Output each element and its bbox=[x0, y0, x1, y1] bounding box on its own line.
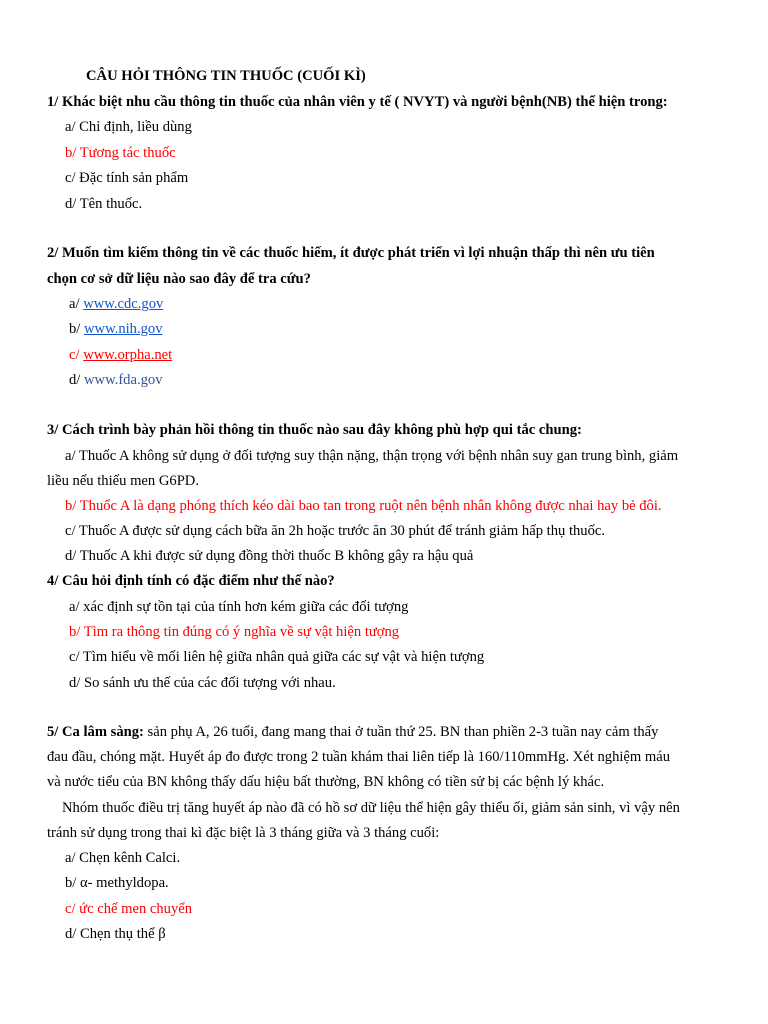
q2-option-b bbox=[69, 320, 163, 338]
option-prefix: d/ bbox=[69, 372, 84, 388]
q4-option-c: c/ Tìm hiểu về mối liên hệ giữa nhân quả giữa các sự vật và hiện tượng bbox=[69, 649, 485, 665]
question-3-stem: 3/ Cách trình bày phản hồi thông tin thuốc nào sau đây không phù hợp qui tắc chung: bbox=[47, 422, 582, 438]
q3-option-a-line-1: a/ Thuốc A không sử dụng ở đối tượng suy thận nặng, thận trọng với bệnh nhân suy gan trung bình, giảm bbox=[65, 448, 679, 464]
case-text: sản phụ A, 26 tuổi, đang mang thai ở tuần thứ 25. BN than phiền 2-3 tuần nay cảm thấy bbox=[143, 724, 659, 740]
q4-option-d: d/ So sánh ưu thế của các đối tượng với nhau. bbox=[69, 675, 336, 691]
q1-option-d: d/ Tên thuốc. bbox=[65, 196, 143, 212]
option-prefix: c/ bbox=[69, 347, 84, 363]
question-5-case-line-2: đau đầu, chóng mặt. Huyết áp đo được trong 2 tuần khám thai liên tiếp là 160/110mmHg. Xét nghiệm máu bbox=[47, 749, 671, 765]
question-4-stem: 4/ Câu hỏi định tính có đặc điểm như thế nào? bbox=[47, 573, 335, 589]
question-2-stem-line-1: 2/ Muốn tìm kiếm thông tin về các thuốc hiếm, ít được phát triển vì lợi nhuận thấp thì nên ưu tiên bbox=[47, 245, 655, 261]
question-1-stem: 1/ Khác biệt nhu cầu thông tin thuốc của nhân viên y tế ( NVYT) và người bệnh(NB) thể hiện trong: bbox=[47, 94, 668, 110]
q5-option-c: c/ ức chế men chuyển bbox=[65, 901, 193, 917]
q5-option-a: a/ Chẹn kênh Calci. bbox=[65, 850, 181, 866]
q1-option-a: a/ Chỉ định, liều dùng bbox=[65, 119, 192, 135]
q3-option-c: c/ Thuốc A được sử dụng cách bữa ăn 2h hoặc trước ăn 30 phút để tránh giảm hấp thụ thuốc. bbox=[65, 523, 606, 539]
q3-option-b: b/ Thuốc A là dạng phóng thích kéo dài bao tan trong ruột nên bệnh nhân không được nhai hay bẻ đôi. bbox=[65, 498, 662, 514]
q1-option-b: b/ Tương tác thuốc bbox=[65, 145, 176, 161]
q2-option-c bbox=[69, 346, 172, 364]
question-5-prompt-line-1: Nhóm thuốc điều trị tăng huyết áp nào đã có hồ sơ dữ liệu thể hiện gây thiểu ối, giảm sản sinh, vì vậy nên bbox=[62, 800, 680, 816]
q5-option-b: b/ α- methyldopa. bbox=[65, 875, 169, 891]
nih-link[interactable]: www.nih.gov bbox=[84, 321, 163, 337]
question-5-case-line-3: và nước tiểu của BN không thấy dấu hiệu bất thường, BN không có tiền sử bị các bệnh lý khác. bbox=[47, 774, 605, 790]
q4-option-b: b/ Tìm ra thông tin đúng có ý nghĩa về sự vật hiện tượng bbox=[69, 624, 400, 640]
cdc-link[interactable]: www.cdc.gov bbox=[83, 296, 164, 312]
question-5-case-line-1 bbox=[47, 723, 658, 741]
q3-option-d: d/ Thuốc A khi được sử dụng đồng thời thuốc B không gây ra hậu quả bbox=[65, 548, 474, 564]
question-5-prompt-line-2: tránh sử dụng trong thai kì đặc biệt là 3 tháng giữa và 3 tháng cuối: bbox=[47, 825, 440, 841]
q2-option-a bbox=[69, 295, 163, 313]
q4-option-a: a/ xác định sự tồn tại của tính hơn kém giữa các đối tượng bbox=[69, 599, 409, 615]
q2-option-d bbox=[69, 371, 163, 389]
q3-option-a-line-2: liều nếu thiếu men G6PD. bbox=[47, 473, 199, 489]
page-title: CÂU HỎI THÔNG TIN THUỐC (CUỐI KÌ) bbox=[86, 68, 366, 84]
option-prefix: b/ bbox=[69, 321, 84, 337]
option-prefix: a/ bbox=[69, 296, 84, 312]
fda-url: www.fda.gov bbox=[84, 372, 163, 388]
q1-option-c: c/ Đặc tính sản phẩm bbox=[65, 170, 189, 186]
question-2-stem-line-2: chọn cơ sở dữ liệu nào sao đây để tra cứu? bbox=[47, 271, 311, 287]
q5-option-d: d/ Chẹn thụ thể β bbox=[65, 926, 166, 942]
orpha-link[interactable]: www.orpha.net bbox=[83, 347, 173, 363]
case-label: 5/ Ca lâm sàng: bbox=[47, 724, 144, 740]
